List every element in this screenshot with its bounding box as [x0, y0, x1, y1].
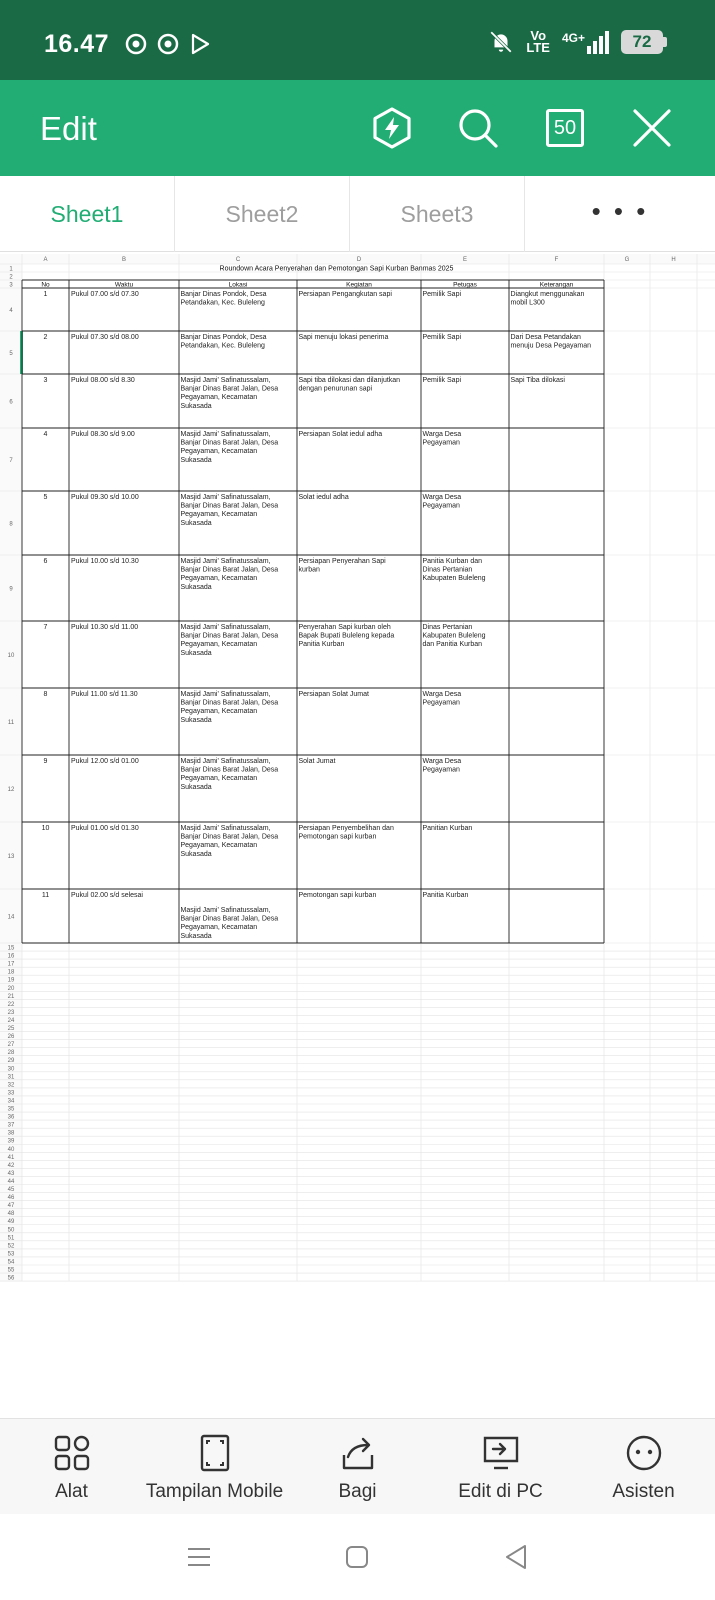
cell-petugas: Pegayaman — [422, 766, 460, 774]
column-header-d: D — [356, 257, 362, 263]
row-header: 32 — [7, 1082, 15, 1089]
cell-petugas: Panitia Kurban — [422, 892, 469, 899]
column-header-h: H — [671, 257, 676, 263]
row-header: 19 — [7, 977, 15, 984]
cell-petugas: dan Panitia Kurban — [422, 641, 483, 649]
row-header: 56 — [7, 1275, 15, 1282]
row-header: 42 — [7, 1162, 15, 1169]
cell-kegiatan: Persiapan Solat Jumat — [298, 691, 369, 698]
table-header-lokasi: Lokasi — [228, 281, 248, 289]
lightning-hexagon-icon — [370, 106, 414, 150]
cell-petugas: Warga Desa — [422, 431, 462, 438]
cell-kegiatan: Persiapan Pengangkutan sapi — [298, 291, 392, 298]
row-header: 51 — [7, 1235, 15, 1242]
row-header: 30 — [7, 1066, 15, 1073]
cell-lokasi: Pegayaman, Kecamatan — [180, 448, 258, 456]
cell-lokasi: Sukasada — [180, 850, 212, 858]
chrome-icon — [124, 32, 148, 56]
column-header-b: B — [121, 257, 127, 263]
cell-waktu: Pukul 07.30 s/d 08.00 — [71, 334, 139, 341]
selected-row-marker — [20, 331, 23, 374]
cell-kegiatan: Solat Jumat — [298, 758, 336, 765]
row-header: 55 — [7, 1267, 15, 1274]
cell-lokasi: Masjid Jami' Safinatussalam, — [180, 624, 271, 631]
row-header: 37 — [7, 1122, 15, 1129]
row-header: 12 — [7, 787, 15, 793]
row-header: 3 — [9, 282, 13, 289]
row-header: 9 — [9, 586, 13, 593]
tools-label: Alat — [55, 1481, 88, 1502]
row-header: 43 — [7, 1170, 15, 1177]
cell-no: 5 — [43, 494, 48, 501]
mobile-view-label: Tampilan Mobile — [145, 1481, 284, 1502]
cell-kegiatan: Pemotongan sapi kurban — [298, 892, 377, 899]
edit-title[interactable]: Edit — [40, 110, 97, 147]
row-header: 34 — [7, 1098, 15, 1105]
system-icons — [488, 28, 667, 56]
cell-petugas: Pemilik Sapi — [422, 291, 462, 298]
cell-petugas: Warga Desa — [422, 494, 462, 501]
cell-lokasi: Pegayaman, Kecamatan — [180, 708, 258, 716]
row-header: 54 — [7, 1259, 15, 1266]
row-header: 14 — [7, 914, 15, 921]
cell-kegiatan: Penyerahan Sapi kurban oleh — [298, 624, 391, 631]
battery-icon: 72 — [621, 30, 667, 54]
search-icon — [456, 106, 500, 150]
cell-waktu: Pukul 10.30 s/d 11.00 — [71, 624, 139, 631]
edit-on-pc-icon — [481, 1433, 521, 1473]
back-icon[interactable] — [499, 1540, 533, 1574]
cell-lokasi: Masjid Jami' Safinatussalam, — [180, 494, 271, 501]
cell-waktu: Pukul 08.00 s/d 8.30 — [71, 377, 135, 384]
cell-lokasi: Banjar Dinas Barat Jalan, Desa — [180, 632, 279, 640]
cell-waktu: Pukul 01.00 s/d 01.30 — [71, 825, 139, 832]
table-header-keterangan: Keterangan — [539, 281, 574, 289]
cell-petugas: Pemilik Sapi — [422, 377, 462, 384]
cell-no: 4 — [43, 431, 48, 438]
cell-lokasi: Pegayaman, Kecamatan — [180, 575, 258, 583]
cell-lokasi: Pegayaman, Kecamatan — [180, 394, 258, 402]
cell-no: 2 — [43, 334, 48, 341]
cell-keterangan: menuju Desa Pegayaman — [510, 342, 592, 350]
tools-button[interactable] — [0, 1419, 143, 1514]
row-header: 26 — [7, 1034, 15, 1041]
row-header: 48 — [7, 1211, 15, 1218]
row-header: 38 — [7, 1130, 15, 1137]
zoom-level: 50 — [546, 109, 584, 147]
cell-lokasi: Masjid Jami' Safinatussalam, — [180, 691, 271, 698]
row-header: 24 — [7, 1017, 15, 1024]
cell-waktu: Pukul 10.00 s/d 10.30 — [71, 558, 139, 565]
cell-lokasi: Masjid Jami' Safinatussalam, — [180, 558, 271, 565]
share-label: Bagi — [338, 1481, 377, 1502]
row-header: 7 — [9, 458, 13, 464]
cell-no: 11 — [41, 892, 50, 899]
status-time: 16.47 — [44, 30, 110, 58]
recent-apps-icon[interactable] — [182, 1540, 216, 1574]
cell-keterangan: Sapi Tiba dilokasi — [510, 377, 565, 384]
cell-petugas: Panitian Kurban — [422, 825, 473, 832]
play-store-icon — [188, 32, 212, 56]
tools-grid-icon — [52, 1433, 92, 1473]
cell-waktu: Pukul 12.00 s/d 01.00 — [71, 758, 139, 765]
close-icon — [630, 106, 674, 150]
row-header: 44 — [7, 1178, 15, 1185]
cell-lokasi: Masjid Jami' Safinatussalam, — [180, 825, 271, 832]
cell-lokasi: Pegayaman, Kecamatan — [180, 842, 258, 850]
cell-no: 6 — [43, 558, 48, 565]
search-button[interactable] — [456, 106, 500, 150]
row-header: 25 — [7, 1026, 15, 1033]
cell-petugas: Pegayaman — [422, 439, 460, 447]
cell-waktu: Pukul 08.30 s/d 9.00 — [71, 431, 135, 438]
cell-kegiatan: Sapi tiba dilokasi dan dilanjutkan — [298, 377, 401, 384]
edit-on-pc-button[interactable] — [429, 1419, 572, 1514]
mobile-view-button[interactable] — [143, 1419, 286, 1514]
zoom-level-button[interactable] — [543, 106, 587, 150]
cell-lokasi: Sukasada — [180, 783, 212, 791]
cell-lokasi: Banjar Dinas Barat Jalan, Desa — [180, 566, 279, 574]
cell-waktu: Pukul 09.30 s/d 10.00 — [71, 494, 139, 501]
row-header: 52 — [7, 1243, 15, 1250]
cell-kegiatan: Bapak Bupati Buleleng kepada — [298, 632, 395, 640]
cell-no: 8 — [43, 691, 48, 698]
cell-kegiatan: Persiapan Penyerahan Sapi — [298, 558, 386, 565]
row-header: 39 — [7, 1138, 15, 1145]
cell-lokasi: Petandakan, Kec. Buleleng — [180, 342, 265, 350]
cell-petugas: Warga Desa — [422, 758, 462, 765]
cell-waktu: Pukul 11.00 s/d 11.30 — [71, 691, 138, 698]
cell-kegiatan: Persiapan Penyembelihan dan — [298, 825, 394, 832]
cell-lokasi: Pegayaman, Kecamatan — [180, 641, 258, 649]
cell-no: 3 — [43, 377, 48, 384]
cell-kegiatan: Sapi menuju lokasi penerima — [298, 334, 389, 341]
assistant-icon — [624, 1433, 664, 1473]
row-header: 41 — [7, 1154, 15, 1161]
sheet-title: Roundown Acara Penyerahan dan Pemotongan Sapi Kurban Banmas 2025 — [219, 265, 454, 273]
row-header: 11 — [7, 720, 15, 726]
column-header-e: E — [462, 257, 468, 263]
row-header: 49 — [7, 1219, 15, 1226]
tab-sheet3[interactable]: Sheet3 — [350, 176, 525, 252]
more-sheets-button[interactable]: • • • — [591, 196, 649, 226]
cell-lokasi: Pegayaman, Kecamatan — [180, 924, 258, 932]
edit-on-pc-label: Edit di PC — [458, 1481, 543, 1502]
cell-petugas: Pegayaman — [422, 502, 460, 510]
row-header: 45 — [7, 1187, 15, 1194]
cell-lokasi: Banjar Dinas Pondok, Desa — [180, 334, 267, 341]
quick-action-button[interactable] — [370, 106, 414, 150]
volte-indicator: Vo LTE — [526, 28, 550, 55]
cell-petugas: Warga Desa — [422, 691, 462, 698]
table-header-kegiatan: Kegiatan — [346, 281, 372, 289]
share-button[interactable] — [286, 1419, 429, 1514]
cell-kegiatan: Solat iedul adha — [298, 494, 349, 501]
cell-lokasi: Banjar Dinas Barat Jalan, Desa — [180, 699, 279, 707]
row-header: 22 — [7, 1001, 15, 1008]
row-header: 6 — [9, 399, 13, 406]
cell-lokasi: Masjid Jami' Safinatussalam, — [180, 758, 271, 765]
row-header: 10 — [7, 653, 15, 659]
cell-lokasi: Pegayaman, Kecamatan — [180, 511, 258, 519]
row-header: 1 — [9, 266, 13, 273]
row-header: 8 — [9, 521, 13, 528]
mute-bell-icon — [488, 28, 514, 56]
cell-keterangan: mobil L300 — [510, 299, 545, 307]
row-header: 16 — [7, 953, 15, 960]
column-header-c: C — [235, 257, 241, 263]
cell-lokasi: Banjar Dinas Barat Jalan, Desa — [180, 439, 279, 447]
row-header: 53 — [7, 1251, 15, 1258]
row-header: 35 — [7, 1106, 15, 1113]
row-header: 17 — [7, 961, 15, 968]
cell-no: 7 — [43, 624, 48, 631]
cell-kegiatan: kurban — [298, 566, 320, 574]
row-header: 4 — [9, 308, 13, 314]
cell-kegiatan: Persiapan Solat iedul adha — [298, 431, 383, 438]
cell-lokasi: Sukasada — [180, 716, 212, 724]
cell-petugas: Pemilik Sapi — [422, 334, 462, 341]
cell-petugas: Kabupaten Buleleng — [422, 575, 486, 583]
cell-lokasi: Petandakan, Kec. Buleleng — [180, 299, 265, 307]
tab-sheet1[interactable]: Sheet1 — [0, 176, 175, 252]
row-header: 36 — [7, 1114, 15, 1121]
cell-no: 9 — [43, 758, 48, 765]
cell-lokasi: Sukasada — [180, 456, 212, 464]
cell-lokasi: Sukasada — [180, 402, 212, 410]
assistant-button[interactable] — [572, 1419, 715, 1514]
cell-lokasi: Banjar Dinas Barat Jalan, Desa — [180, 502, 279, 510]
row-header: 40 — [7, 1146, 15, 1153]
row-header: 29 — [7, 1058, 15, 1065]
table-header-waktu: Waktu — [114, 281, 134, 289]
cell-lokasi: Sukasada — [180, 583, 212, 591]
row-header: 47 — [7, 1203, 15, 1210]
row-header: 50 — [7, 1227, 15, 1234]
home-icon[interactable] — [340, 1540, 374, 1574]
chrome-icon — [156, 32, 180, 56]
cell-lokasi: Masjid Jami' Safinatussalam, — [180, 377, 271, 384]
row-header: 20 — [7, 985, 15, 992]
notification-icons — [124, 32, 212, 56]
editor-toolbar — [0, 80, 715, 176]
cell-no: 10 — [41, 825, 50, 832]
cell-kegiatan: dengan penurunan sapi — [298, 385, 373, 393]
row-header: 27 — [7, 1042, 15, 1049]
cell-lokasi: Banjar Dinas Barat Jalan, Desa — [180, 915, 279, 923]
row-header: 21 — [7, 993, 15, 1000]
cell-lokasi: Sukasada — [180, 649, 212, 657]
cell-lokasi: Sukasada — [180, 932, 212, 940]
share-icon — [338, 1433, 378, 1473]
spreadsheet-grid[interactable] — [0, 254, 715, 1418]
row-header: 46 — [7, 1195, 15, 1202]
row-header: 28 — [7, 1050, 15, 1057]
column-header-a: A — [43, 257, 48, 263]
tab-sheet2[interactable]: Sheet2 — [175, 176, 350, 252]
cell-keterangan: Dari Desa Petandakan — [510, 334, 581, 341]
cell-petugas: Dinas Pertanian — [422, 624, 473, 631]
cell-lokasi: Banjar Dinas Pondok, Desa — [180, 291, 267, 298]
cell-kegiatan: Pemotongan sapi kurban — [298, 833, 377, 841]
table-header-petugas: Petugas — [453, 281, 477, 289]
cell-lokasi: Masjid Jami' Safinatussalam, — [180, 431, 271, 438]
column-header-g: G — [624, 257, 630, 263]
cell-lokasi: Banjar Dinas Barat Jalan, Desa — [180, 385, 279, 393]
system-nav-bar — [0, 1514, 715, 1600]
mobile-view-icon — [195, 1433, 235, 1473]
spreadsheet-canvas[interactable] — [0, 254, 715, 1418]
cell-waktu: Pukul 07.00 s/d 07.30 — [71, 291, 139, 298]
cell-lokasi: Banjar Dinas Barat Jalan, Desa — [180, 833, 279, 841]
row-header: 13 — [7, 854, 15, 860]
cell-petugas: Pegayaman — [422, 699, 460, 707]
table-header-no: No — [41, 281, 50, 289]
cell-waktu: Pukul 02.00 s/d selesai — [71, 892, 143, 899]
cell-petugas: Kabupaten Buleleng — [422, 632, 486, 640]
row-header: 15 — [7, 945, 15, 952]
bottom-toolbar — [0, 1418, 715, 1514]
column-header-f: F — [554, 257, 559, 263]
cell-petugas: Panitia Kurban dan — [422, 558, 483, 565]
status-bar — [0, 0, 715, 80]
assistant-label: Asisten — [612, 1481, 675, 1502]
cell-petugas: Dinas Pertanian — [422, 566, 473, 574]
cell-lokasi: Masjid Jami' Safinatussalam, — [180, 907, 271, 914]
row-header: 18 — [7, 969, 15, 976]
cell-lokasi: Pegayaman, Kecamatan — [180, 775, 258, 783]
row-header: 31 — [7, 1074, 15, 1081]
row-header: 23 — [7, 1009, 15, 1016]
row-header: 2 — [9, 274, 13, 281]
cell-lokasi: Banjar Dinas Barat Jalan, Desa — [180, 766, 279, 774]
signal-icon: 4G+ — [562, 31, 609, 54]
cell-kegiatan: Panitia Kurban — [298, 641, 345, 649]
row-header: 33 — [7, 1090, 15, 1097]
sheet-tabs — [0, 176, 715, 252]
row-header: 5 — [9, 351, 13, 357]
close-button[interactable] — [630, 106, 674, 150]
cell-lokasi: Sukasada — [180, 519, 212, 527]
cell-no: 1 — [43, 291, 48, 298]
cell-keterangan: Diangkut menggunakan — [510, 291, 585, 298]
